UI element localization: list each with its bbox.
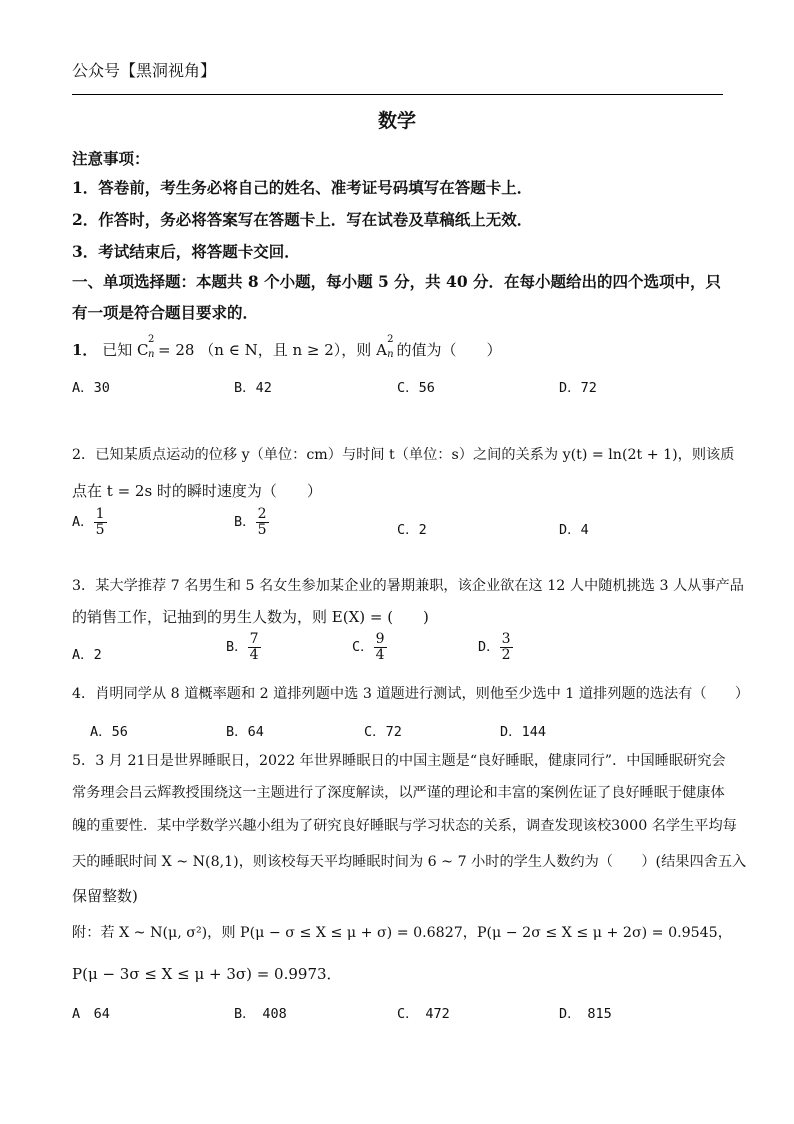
page-title: 数学 bbox=[377, 110, 416, 132]
question-3-line2: 的销售工作，记抽到的男生人数为，则 E(X) = ( ) bbox=[72, 608, 429, 626]
fraction bbox=[94, 507, 107, 537]
fraction-denominator: 5 bbox=[257, 521, 267, 538]
fraction-numerator: 3 bbox=[501, 631, 511, 647]
q3-option-a: A．2 bbox=[72, 647, 102, 663]
question-5-line2: 常务理会吕云辉教授围绕这一主题进行了深度解读，以严谨的理论和丰富的案例佐证了良好睡眠于健康体 bbox=[72, 785, 725, 801]
q2-option-c: C．2 bbox=[397, 522, 427, 538]
question-1-text-a: 已知 bbox=[102, 341, 133, 359]
option-label: B． bbox=[234, 514, 256, 531]
section1-line1: 一、单项选择题：本题共 8 个小题，每小题 5 分，共 40 分．在每小题给出的四个选项中，只 bbox=[72, 272, 722, 291]
question-5-line3: 魄的重要性．某中学数学兴趣小组为了研究良好睡眠与学习状态的关系，调查发现该校3000 名学生平均每 bbox=[72, 818, 737, 834]
question-5-note2: P(μ − 3σ ≤ X ≤ μ + 3σ) = 0.9973． bbox=[72, 965, 342, 983]
q3-option-b bbox=[226, 632, 261, 662]
question-1-number: 1． bbox=[72, 341, 98, 359]
q4-option-a: A．56 bbox=[90, 724, 128, 740]
q4-option-c: C．72 bbox=[364, 724, 402, 740]
option-label: C． bbox=[352, 639, 374, 656]
q4-option-b: B．64 bbox=[226, 724, 264, 740]
q3-option-d bbox=[478, 632, 513, 662]
notice-item-2: 2．作答时，务必将答案写在答题卡上．写在试卷及草稿纸上无效． bbox=[72, 210, 533, 229]
arrangement-symbol: A 2 n bbox=[376, 334, 394, 360]
notice-item-3: 3．考试结束后，将答题卡交回． bbox=[72, 242, 300, 261]
fraction bbox=[248, 632, 261, 662]
question-5-line1: 5．3 月 21日是世界睡眠日，2022 年世界睡眠日的中国主题是“良好睡眠，健康同行”．中国睡眠研究会 bbox=[72, 753, 726, 769]
notice-item-1: 1．答卷前，考生务必将自己的姓名、准考证号码填写在答题卡上． bbox=[72, 178, 533, 197]
fraction-denominator: 5 bbox=[95, 521, 105, 538]
question-2-line2: 点在 t = 2s 时的瞬时速度为（ ） bbox=[72, 482, 322, 500]
q5-option-b: B． 408 bbox=[234, 1006, 287, 1022]
q1-option-b: B．42 bbox=[234, 380, 272, 396]
q2-option-a bbox=[72, 507, 107, 537]
notice-heading: 注意事项： bbox=[72, 149, 150, 168]
question-1-text-b: 的值为（ ） bbox=[396, 341, 502, 359]
q1-option-c: C．56 bbox=[397, 380, 435, 396]
header-text: 公众号【黑洞视角】 bbox=[72, 61, 217, 80]
q3-option-c bbox=[352, 632, 387, 662]
q2-option-b bbox=[234, 507, 269, 537]
fraction-denominator: 4 bbox=[375, 646, 385, 663]
fraction-numerator: 1 bbox=[95, 506, 105, 522]
q5-option-a: A 64 bbox=[72, 1006, 110, 1022]
fraction-denominator: 2 bbox=[501, 646, 511, 663]
question-1-equation: = 28 bbox=[158, 341, 195, 359]
fraction-numerator: 2 bbox=[257, 506, 267, 522]
question-1-condition: （n ∈ N，且 n ≥ 2），则 bbox=[199, 341, 372, 359]
q2-option-d: D．4 bbox=[559, 522, 589, 538]
fraction-numerator: 7 bbox=[249, 631, 259, 647]
question-3-line1: 3．某大学推荐 7 名男生和 5 名女生参加某企业的暑期兼职，该企业欲在这 12 人中随机挑选 3 人从事产品 bbox=[72, 578, 744, 594]
question-2-line1: 2．已知某质点运动的位移 y（单位：cm）与时间 t（单位：s）之间的关系为 y(t) = ln(2t + 1)，则该质 bbox=[72, 447, 735, 463]
option-label: A． bbox=[72, 514, 94, 531]
fraction-denominator: 4 bbox=[249, 646, 259, 663]
fraction bbox=[256, 507, 269, 537]
q1-option-d: D．72 bbox=[559, 380, 597, 396]
question-4-line1: 4．肖明同学从 8 道概率题和 2 道排列题中选 3 道题进行测试，则他至少选中 1 道排列题的选法有（ ） bbox=[72, 686, 750, 702]
question-5-note1: 附：若 X ~ N(μ, σ²)，则 P(μ − σ ≤ X ≤ μ + σ) = 0.6827，P(μ − 2σ ≤ X ≤ μ + 2σ) = 0.9545， bbox=[72, 925, 732, 941]
q5-option-c: C． 472 bbox=[397, 1006, 450, 1022]
question-1 bbox=[72, 334, 502, 360]
option-label: B． bbox=[226, 639, 248, 656]
question-5-line5: 保留整数) bbox=[72, 887, 138, 905]
fraction-numerator: 9 bbox=[375, 631, 385, 647]
combination-symbol: C 2 n bbox=[137, 334, 155, 360]
section1-line2: 有一项是符合题目要求的． bbox=[72, 303, 259, 322]
header-divider bbox=[72, 94, 723, 95]
q4-option-d: D．144 bbox=[500, 724, 547, 740]
fraction bbox=[500, 632, 513, 662]
q1-option-a: A．30 bbox=[72, 380, 110, 396]
q5-option-d: D． 815 bbox=[559, 1006, 612, 1022]
question-5-line4: 天的睡眠时间 X ~ N(8,1)，则该校每天平均睡眠时间为 6 ~ 7 小时的学生人数约为（ ）(结果四舍五入 bbox=[72, 854, 747, 870]
fraction bbox=[374, 632, 387, 662]
option-label: D． bbox=[478, 639, 500, 656]
